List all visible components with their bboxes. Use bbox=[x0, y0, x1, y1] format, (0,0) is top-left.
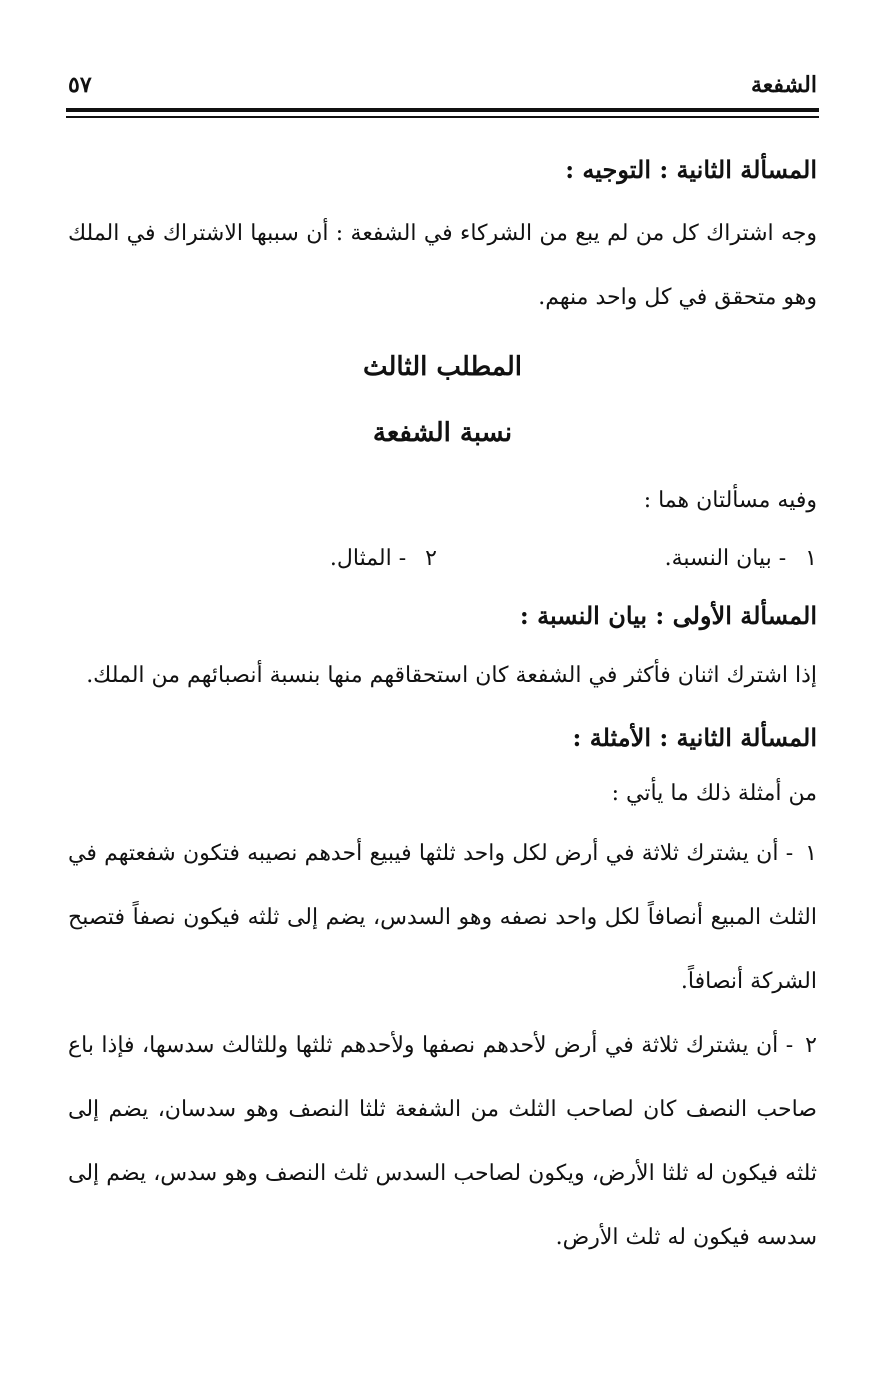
list-text: - المثال. bbox=[329, 546, 407, 571]
page-number: ٥٧ bbox=[68, 72, 92, 98]
paragraph: وجه اشتراك كل من لم يبع من الشركاء في الشفعة : أن سببها الاشتراك في الملك وهو متحقق في كل واحد منهم. bbox=[68, 221, 817, 310]
header-rule-thick bbox=[66, 108, 819, 112]
list-number: ٢ bbox=[425, 546, 437, 571]
paragraph: إذا اشترك اثنان فأكثر في الشفعة كان استحقاقهم منها بنسبة أنصبائهم من الملك. bbox=[86, 663, 817, 688]
section-heading: المسألة الأولى : بيان النسبة : bbox=[519, 601, 817, 630]
example-text: - أن يشترك ثلاثة في أرض لكل واحد ثلثها فيبيع أحدهم نصيبه فتكون شفعتهم في الثلث المبيع أنصافاً لكل واحد نصفه وهو السدس، يضم إلى ثلثه فيكون نصفاً فتصبح الشركة أنصافاً. bbox=[68, 841, 817, 994]
topics-list bbox=[68, 530, 817, 588]
list-text: - بيان النسبة. bbox=[664, 546, 787, 571]
chapter-subtitle: نسبة الشفعة bbox=[372, 418, 513, 448]
example-paragraph bbox=[68, 1014, 817, 1270]
header-rule-thin bbox=[66, 116, 819, 118]
intro-line: وفيه مسألتان هما : bbox=[643, 488, 817, 513]
example-paragraph bbox=[68, 822, 817, 1014]
page-body bbox=[68, 148, 817, 1270]
list-item bbox=[68, 530, 437, 588]
section-heading: المسألة الثانية : الأمثلة : bbox=[572, 723, 817, 752]
page-header bbox=[66, 72, 819, 106]
running-title: الشفعة bbox=[751, 72, 817, 98]
example-number: ٢ bbox=[805, 1033, 817, 1058]
example-number: ١ bbox=[805, 841, 817, 866]
list-item bbox=[437, 530, 817, 588]
list-number: ١ bbox=[805, 546, 817, 571]
example-text: - أن يشترك ثلاثة في أرض لأحدهم نصفها ولأحدهم ثلثها وللثالث سدسها، فإذا باع صاحب النصف كان لصاحب الثلث من الشفعة ثلثا النصف وهو سدسان، يضم إلى ثلثه فيكون له ثلثا الأرض، ويكون لصاحب السدس ثلث النصف وهو سدس، يضم إلى سدسه فيكون له ثلث الأرض. bbox=[68, 1033, 817, 1250]
section-heading: المسألة الثانية : التوجيه : bbox=[565, 155, 817, 184]
intro-line: من أمثلة ذلك ما يأتي : bbox=[611, 781, 817, 806]
chapter-title: المطلب الثالث bbox=[362, 352, 523, 382]
